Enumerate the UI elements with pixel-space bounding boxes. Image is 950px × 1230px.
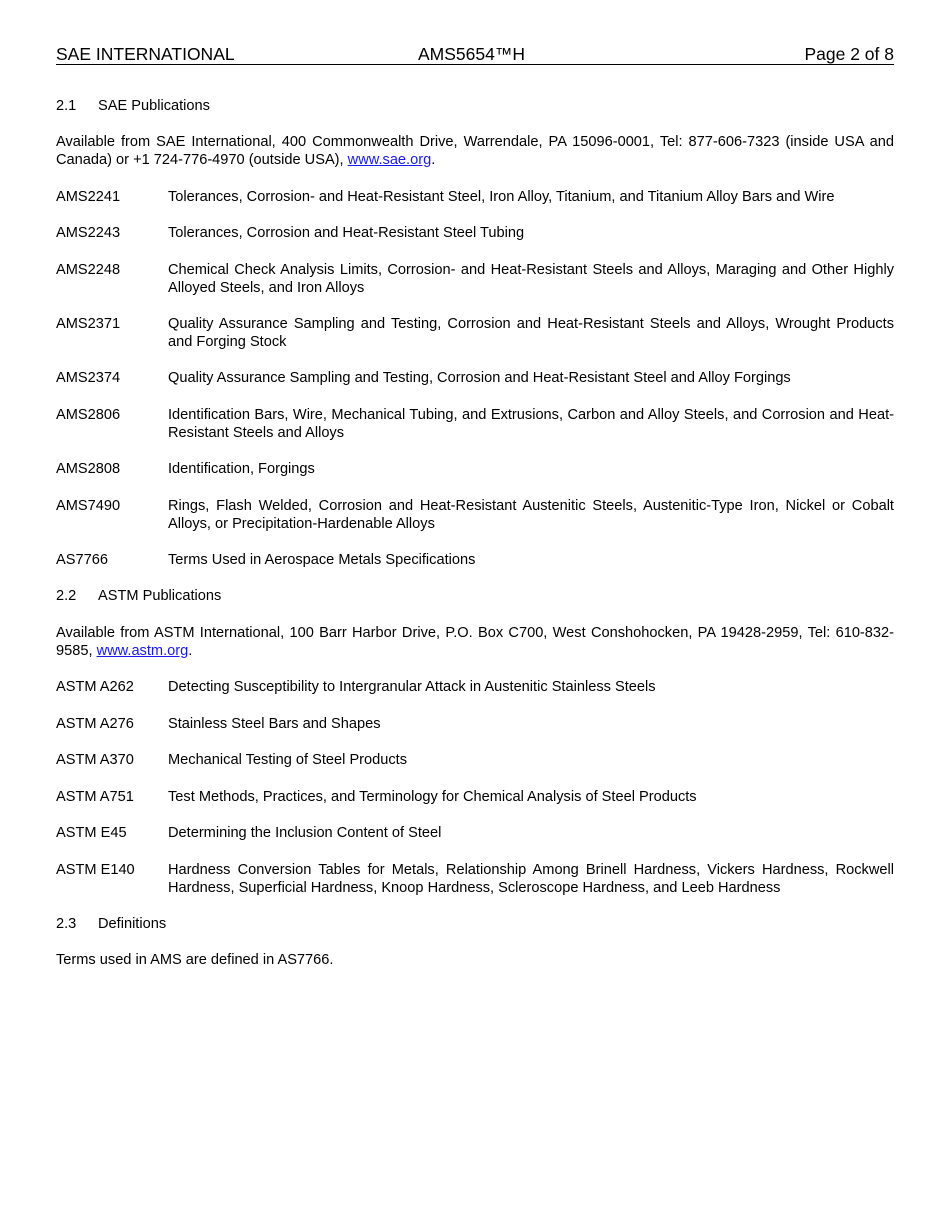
reference-code: ASTM E140: [56, 862, 135, 878]
astm-availability-paragraph: [56, 625, 894, 660]
reference-title: Tolerances, Corrosion- and Heat-Resistant Steel, Iron Alloy, Titanium, and Titanium Alloy Bars and Wire: [168, 189, 835, 205]
reference-title: Detecting Susceptibility to Intergranular Attack in Austenitic Stainless Steels: [168, 679, 656, 695]
sae-availability-paragraph: [56, 134, 894, 169]
reference-code: AMS2808: [56, 461, 121, 477]
reference-code: AMS7490: [56, 498, 121, 514]
reference-title: Quality Assurance Sampling and Testing, Corrosion and Heat-Resistant Steels and Alloys, Wrought Products and Forging Stock: [168, 316, 894, 350]
section-heading-sae: [56, 98, 210, 116]
reference-code: ASTM A370: [56, 752, 134, 768]
availability-text: Available from ASTM International, 100 Barr Harbor Drive, P.O. Box C700, West Conshohocken, PA 19428-2959, Tel: 610-832-9585,: [56, 625, 894, 659]
section-heading-astm: [56, 588, 221, 606]
reference-code: ASTM A262: [56, 679, 134, 695]
section-heading-definitions: [56, 916, 166, 934]
reference-code: AS7766: [56, 552, 108, 568]
reference-title: Stainless Steel Bars and Shapes: [168, 716, 381, 732]
definitions-text: Terms used in AMS are defined in AS7766.: [56, 952, 334, 968]
reference-title: Quality Assurance Sampling and Testing, Corrosion and Heat-Resistant Steel and Alloy Forgings: [168, 370, 791, 386]
reference-title: Mechanical Testing of Steel Products: [168, 752, 408, 768]
reference-title: Test Methods, Practices, and Terminology for Chemical Analysis of Steel Products: [168, 789, 697, 805]
reference-title: Determining the Inclusion Content of Steel: [168, 825, 442, 841]
header-organization: SAE INTERNATIONAL: [56, 44, 235, 64]
reference-code: ASTM A276: [56, 716, 134, 732]
availability-text: Available from SAE International, 400 Commonwealth Drive, Warrendale, PA 15096-0001, Tel: 877-606-7323 (inside USA and Canada) or +1 724-776-4970 (outside USA),: [56, 134, 894, 168]
section-title: ASTM Publications: [98, 588, 222, 604]
reference-code: ASTM E45: [56, 825, 127, 841]
sae-website-link[interactable]: www.sae.org: [347, 151, 432, 168]
reference-title: Terms Used in Aerospace Metals Specifications: [168, 552, 476, 568]
reference-code: AMS2371: [56, 316, 121, 332]
reference-code: AMS2243: [56, 225, 121, 241]
reference-title: Chemical Check Analysis Limits, Corrosion- and Heat-Resistant Steels and Alloys, Maraging and Other Highly Alloyed Steels, and Iron Alloys: [168, 262, 894, 296]
reference-code: AMS2806: [56, 407, 121, 423]
header-document-id: AMS5654™H: [418, 44, 525, 64]
page-header: [56, 44, 894, 65]
reference-title: Hardness Conversion Tables for Metals, Relationship Among Brinell Hardness, Vickers Hardness, Rockwell Hardness, Superficial Hardness, Knoop Hardness, Scleroscope Hardness, and Leeb Hardness: [168, 862, 894, 896]
period: .: [431, 151, 436, 168]
section-number: 2.1: [56, 98, 77, 114]
header-page-number: Page 2 of 8: [804, 44, 894, 64]
definitions-paragraph: [56, 952, 894, 970]
reference-title: Rings, Flash Welded, Corrosion and Heat-Resistant Austenitic Steels, Austenitic-Type Iron, Nickel or Cobalt Alloys, or Precipitation-Hardenable Alloys: [168, 498, 894, 532]
reference-code: AMS2241: [56, 189, 121, 205]
section-title: Definitions: [98, 916, 167, 932]
reference-title: Identification, Forgings: [168, 461, 315, 477]
section-number: 2.3: [56, 916, 77, 932]
reference-code: ASTM A751: [56, 789, 134, 805]
reference-title: Tolerances, Corrosion and Heat-Resistant Steel Tubing: [168, 225, 525, 241]
period: .: [188, 642, 193, 659]
reference-code: AMS2248: [56, 262, 121, 278]
section-title: SAE Publications: [98, 98, 210, 114]
section-number: 2.2: [56, 588, 77, 604]
reference-title: Identification Bars, Wire, Mechanical Tubing, and Extrusions, Carbon and Alloy Steels, and Corrosion and Heat-Resistant Steels and Alloys: [168, 407, 894, 441]
reference-code: AMS2374: [56, 370, 121, 386]
astm-website-link[interactable]: www.astm.org: [96, 642, 189, 659]
